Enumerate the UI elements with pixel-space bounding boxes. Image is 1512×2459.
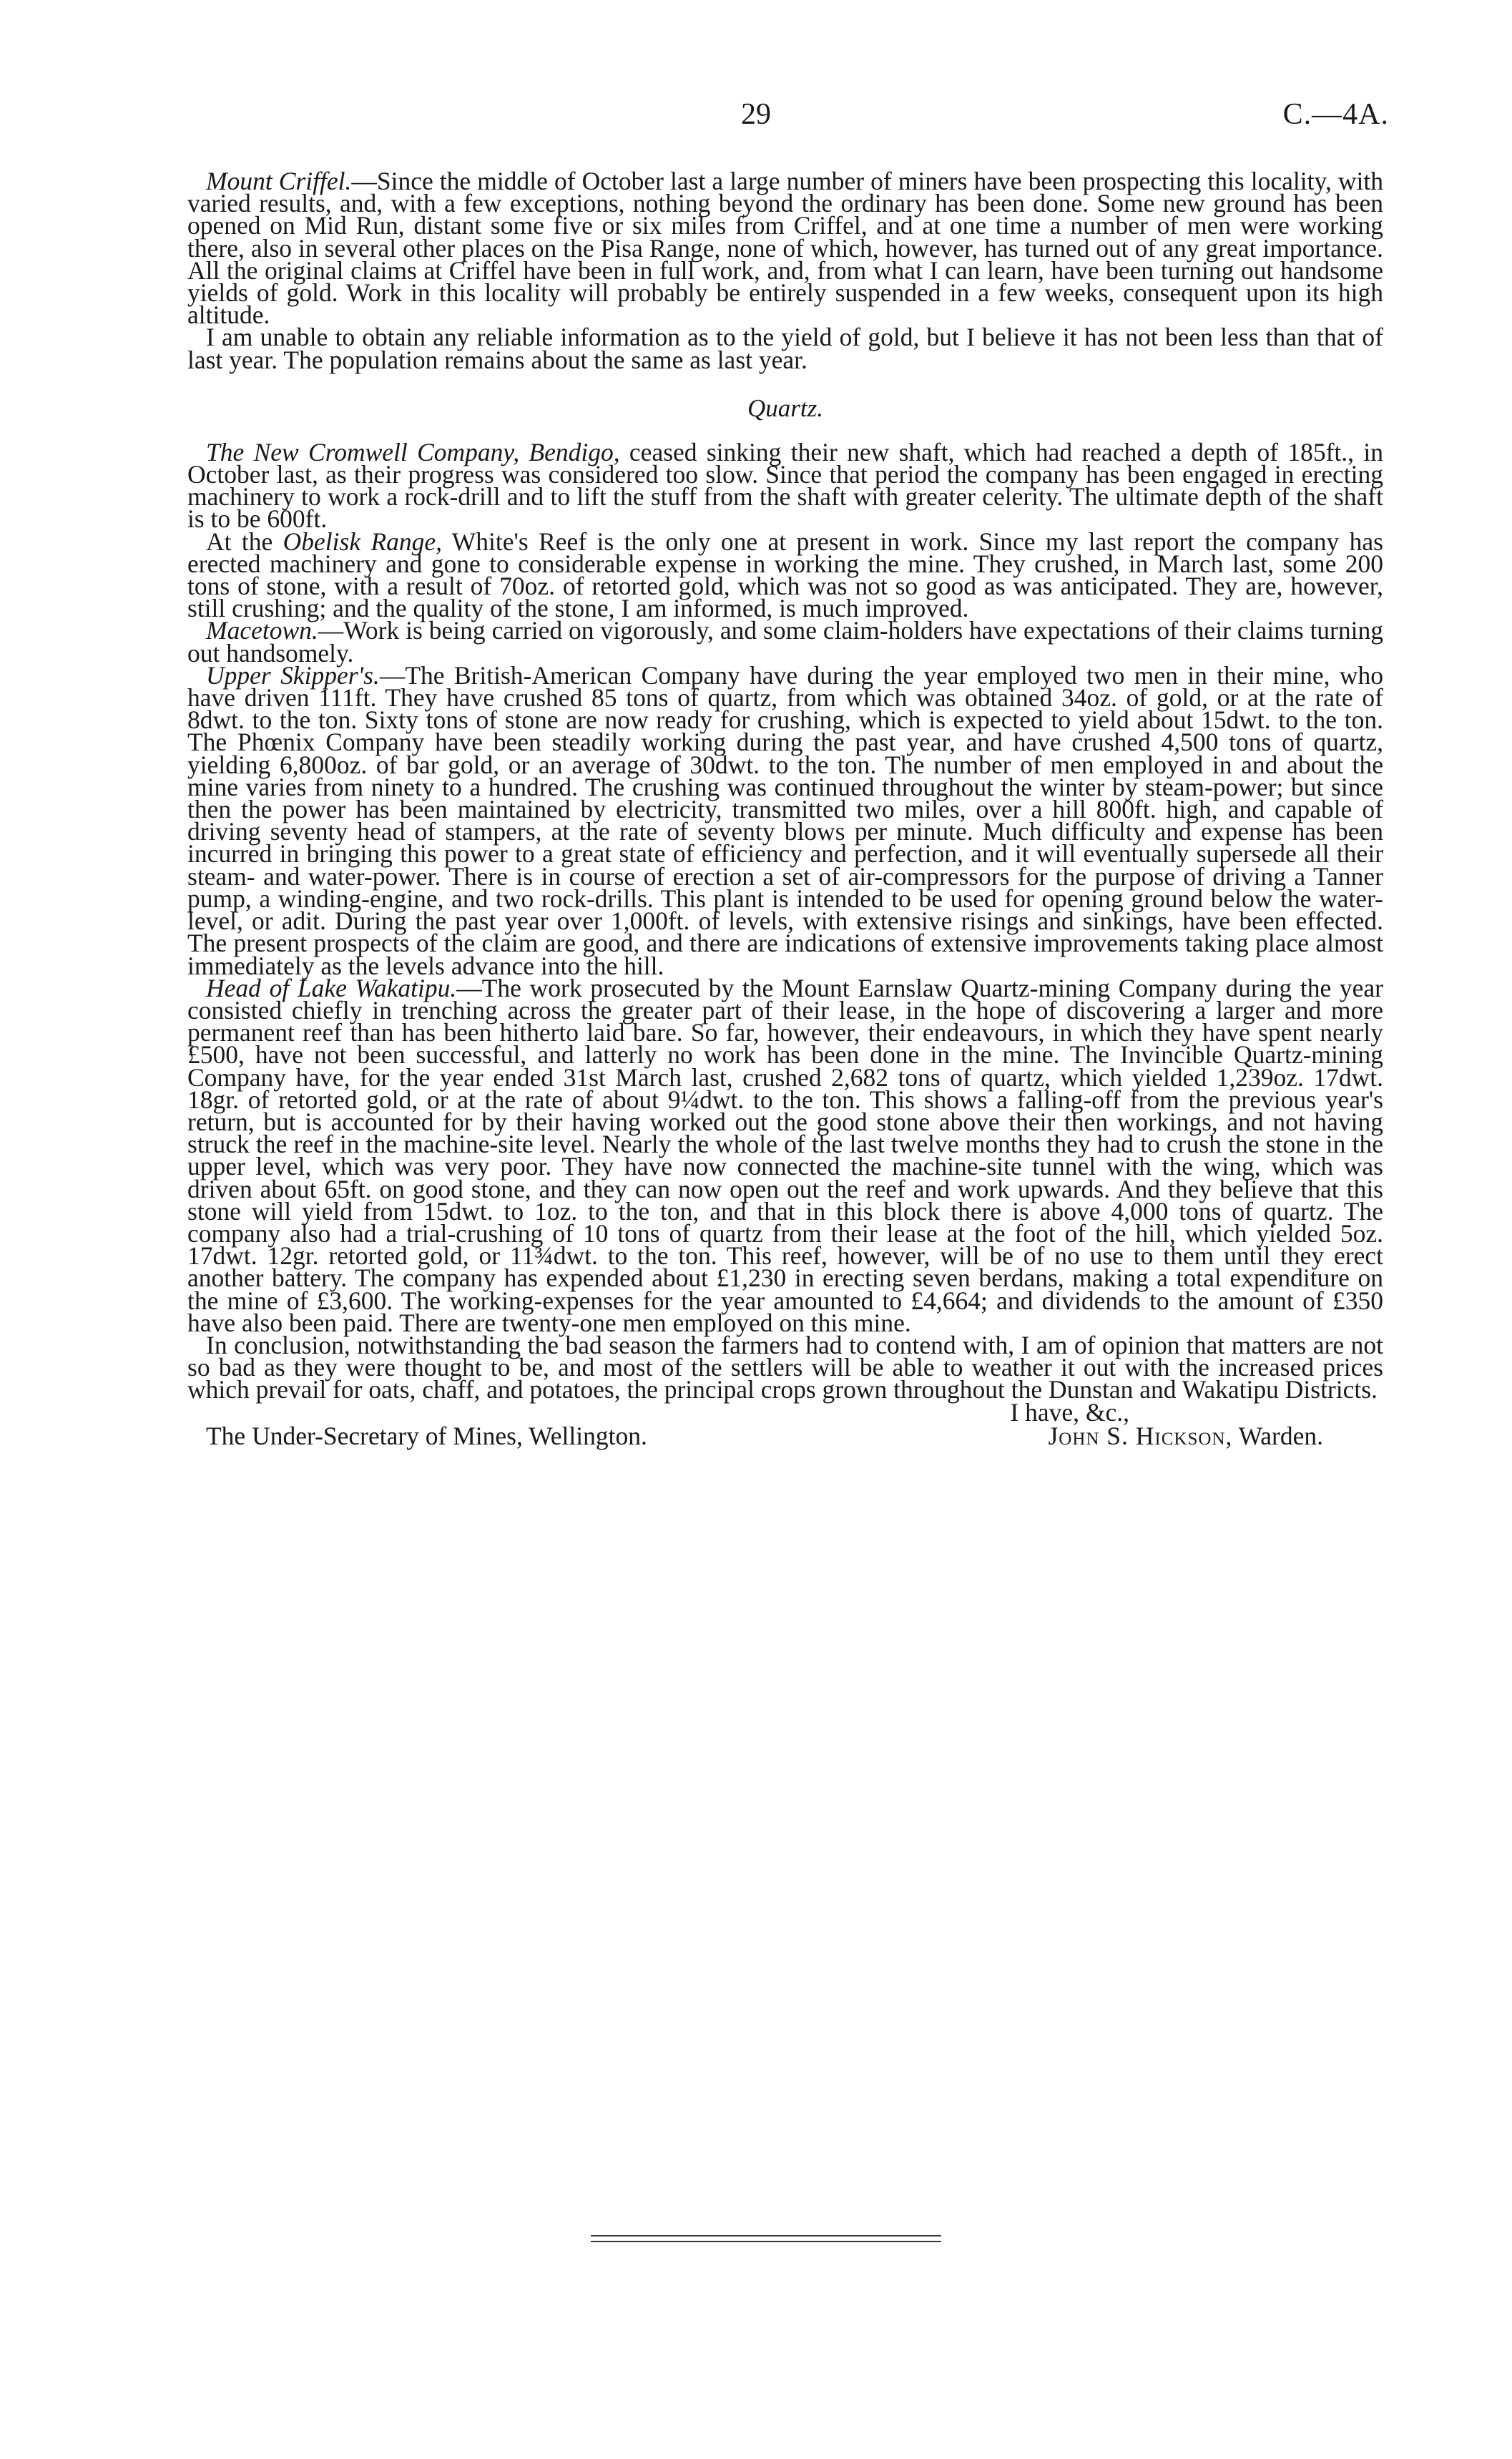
signature-name: John S. Hickson,: [1048, 1421, 1233, 1450]
signature: [1048, 1421, 1383, 1450]
report-body: [187, 167, 1384, 1450]
signature-row: [187, 1421, 1383, 1450]
paragraph-obelisk: [187, 527, 1383, 623]
end-rule-divider: [591, 2235, 941, 2242]
paragraph-text: —The work prosecuted by the Mount Earnslaw Quartz-mining Company during the year consisted chiefly in trenching across the greater part of their lease, in the hope of discovering a larger and more permanent reef than has been hitherto laid bare. So far, however, their endeavours, in which they have spent nearly £500, have not been successful, and latterly no work has been done in the mine. The Invincible Quartz-mining Company have, for the year ended 31st March last, crushed 2,682 tons of quartz, which yielded 1,239oz. 17dwt. 18gr. of retorted gold, or at the rate of about 9¼dwt. to the ton. This shows a falling-off from the previous year's return, but is accounted for by their having worked out the good stone above their then workings, and not having struck the reef in the machine-site level. Nearly the whole of the last twelve months they had to crush the stone in the upper level, which was very poor. They have now connected the machine-site tunnel with the wing, which was driven about 65ft. on good stone, and they can now open out the reef and work upwards. And they believe that this stone will yield from 15dwt. to 1oz. to the ton, and that in this block there is above 4,000 tons of quartz. The company also had a trial-crushing of 10 tons of quartz from their lease at the foot of the hill, which yielded 5oz. 17dwt. 12gr. retorted gold, or 11¾dwt. to the ton. This reef, however, will be of no use to them until they erect another battery. The company has expended about £1,230 in erecting seven berdans, making a total expenditure on the mine of £3,600. The working-expenses for the year amounted to £4,664; and dividends to the amount of £350 have also been paid. There are twenty-one men employed on this mine.: [187, 973, 1383, 1337]
document-reference: C.—4A.: [1282, 98, 1389, 131]
paragraph-lake-wakatipu: [187, 973, 1383, 1337]
section-heading-quartz: Quartz.: [747, 393, 823, 422]
paragraph-conclusion: [187, 1330, 1383, 1404]
paragraph-lead: Head of Lake Wakatipu.: [206, 973, 457, 1002]
paragraph-text: White's Reef is the only one at present in work. Since my last report the company has erected machinery and gone to considerable expense in working the mine. They crushed, in March last, some 200 tons of stone, with a result of 70oz. of retorted gold, which was not so good as was anticipated. They are, however, still crushing; and the quality of the stone, I am informed, is much improved.: [187, 527, 1383, 623]
paragraph-text: I am unable to obtain any reliable information as to the yield of gold, but I believe it has not been less than that of last year. The population remains about the same as last year.: [187, 323, 1383, 374]
paragraph-new-cromwell: [187, 437, 1383, 534]
paragraph-upper-skippers: [187, 660, 1384, 980]
paragraph-pre: At the: [206, 527, 283, 556]
paragraph-lead: Upper Skipper's.: [206, 660, 380, 690]
paragraph-text: ceased sinking their new shaft, which had reached a depth of 185ft., in October last, as their progress was considered too slow. Since that period the company has been engaged in erecting machinery to work a rock-drill and to lift the stuff from the shaft with greater celerity. The ultimate depth of the shaft is to be 600ft.: [187, 437, 1383, 534]
paragraph-text: —Since the middle of October last a large number of miners have been prospecting this locality, with varied results, and, with a few exceptions, nothing beyond the ordinary has been done. Some new ground has been opened on Mid Run, distant some five or six miles from Criffel, and at one time a number of men were working there, also in several other places on the Pisa Range, none of which, however, has turned out of any great importance. All the original claims at Criffel have been in full work, and, from what I can learn, have been turning out handsome yields of gold. Work in this locality will probably be entirely suspended in a few weeks, consequent upon its high altitude.: [187, 167, 1384, 330]
page-number: 29: [741, 98, 771, 131]
paragraph-lead: Obelisk Range,: [283, 527, 443, 556]
paragraph-lead: Mount Criffel.: [206, 167, 352, 195]
page-header: [0, 97, 1512, 140]
paragraph-lead: Macetown.: [206, 616, 318, 645]
signature-title: Warden.: [1232, 1421, 1323, 1450]
paragraph-text: —The British-American Company have during the year employed two men in their mine, who have driven 111ft. They have crushed 85 tons of quartz, from which was obtained 34oz. of gold, or at the rate of 8dwt. to the ton. Sixty tons of stone are now ready for crushing, which is expected to yield about 15dwt. to the ton. The Phœnix Company have been steadily working during the past year, and have crushed 4,500 tons of quartz, yielding 6,800oz. of bar gold, or an average of 30dwt. to the ton. The number of men employed in and about the mine varies from ninety to a hundred. The crushing was continued throughout the winter by steam-power; but since then the power has been maintained by electricity, transmitted two miles, over a hill 800ft. high, and capable of driving seventy head of stampers, at the rate of seventy blows per minute. Much difficulty and expense has been incurred in bringing this power to a great state of efficiency and perfection, and it will eventually supersede all their steam- and water-power. There is in course of erection a set of air-compressors for the purpose of driving a Tanner pump, a winding-engine, and two rock-drills. This plant is intended to be used for opening ground below the water-level, or adit. During the past year over 1,000ft. of levels, with extensive risings and sinkings, have been effected. The present prospects of the claim are good, and there are indications of extensive improvements taking place almost immediately as the levels advance into the hill.: [187, 660, 1384, 980]
paragraph-mount-criffel: [187, 167, 1384, 330]
addressee: The Under-Secretary of Mines, Wellington.: [206, 1421, 647, 1450]
closing-salutation: I have, &c.,: [1010, 1397, 1129, 1427]
paragraph-text: In conclusion, notwithstanding the bad season the farmers had to contend with, I am of opinion that matters are not so bad as they were thought to be, and most of the settlers will be able to weather it out with the increased prices which prevail for oats, chaff, and potatoes, the principal crops grown throughout the Dunstan and Wakatipu Districts.: [187, 1330, 1383, 1404]
paragraph-macetown: [187, 616, 1383, 668]
paragraph-yield-info: [187, 323, 1383, 374]
paragraph-text: —Work is being carried on vigorously, and some claim-holders have expectations of their claims turning out handsomely.: [187, 616, 1383, 668]
paragraph-lead: The New Cromwell Company, Bendigo,: [206, 437, 620, 466]
